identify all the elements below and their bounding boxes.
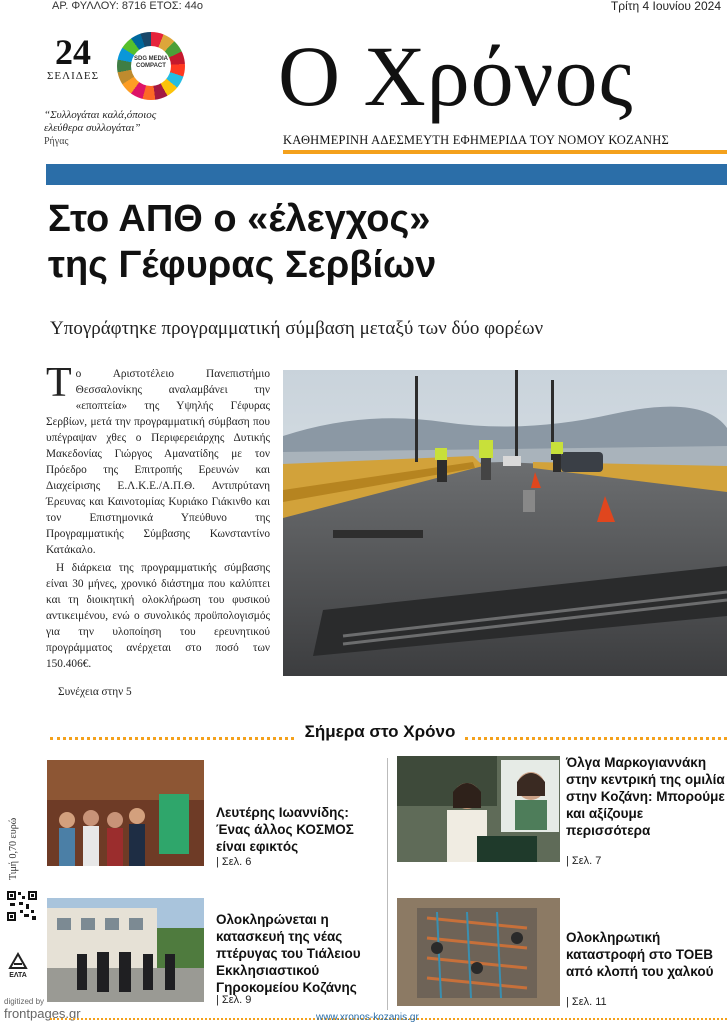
section-title: Σήμερα στο Χρόνο — [304, 722, 456, 741]
continued-link[interactable]: Συνέχεια στην 5 — [58, 686, 132, 698]
price-text: Τιμή 0,70 ευρώ — [8, 817, 19, 880]
masthead-title: Ο Χρόνος — [278, 28, 634, 124]
elta-emblem-icon — [6, 952, 30, 970]
drop-cap: Τ — [46, 360, 72, 406]
watermark-small: digitized by — [4, 997, 45, 1006]
section-divider-left — [50, 737, 294, 740]
motto-quote: “Συλλογάται καλά,όποιος ελεύθερα συλλογάται” — [44, 109, 157, 134]
top-bar — [0, 0, 727, 14]
lead-paragraph-1-text: ο Αριστοτέλειο Πανεπιστήμιο Θεσσαλονίκης αναλαμβάνει την «εποπτεία» της Υψηλής Γέφυρας Σερβίων, μετά την προγραμματική σύμβαση που υπέγραψαν χθες ο Περιφερειάρχης Δυτικής Μακεδονίας Γιώργος Αμανατίδης με τον Πρόεδρο της Επιτροπής Ερευνών και Διαχείρισης Ε.Λ.Κ.Ε./Α.Π.Θ. Αντιπρύτανη Έρευνας και Καινοτομίας Κυριάκο Γιάκινθο και τον Επιστημονικά Υπεύθυνο της Προγραμματικής Σύμβασης Κωνσταντίνο Κατάκαλο. — [46, 368, 270, 556]
card-2-photo[interactable] — [397, 756, 560, 862]
motto-author: Ρήγας — [44, 136, 69, 147]
qr-code-icon[interactable] — [6, 890, 38, 922]
sdg-badge-text: SDG MEDIA COMPACT — [131, 46, 171, 86]
card-3-title[interactable]: Ολοκληρώνεται η κατασκευή της νέας πτέρυγας του Τιάλειου Εκκλησιαστικού Γηροκομείου Κοζάνης — [216, 912, 361, 995]
header-band — [46, 164, 727, 185]
page-count-number: 24 — [55, 32, 91, 72]
event-photo-illustration — [47, 760, 204, 866]
masthead-tagline: ΚΑΘΗΜΕΡΙΝΗ ΑΔΕΣΜΕΥΤΗ ΕΦΗΜΕΡΙΔΑ ΤΟΥ ΝΟΜΟΥ ΚΟΖΑΝΗΣ — [283, 133, 669, 147]
column-divider — [387, 758, 388, 1010]
lead-headline-line-1: Στο ΑΠΘ ο «έλεγχος» — [48, 198, 431, 240]
page-count-label: ΣΕΛΙΔΕΣ — [47, 70, 99, 82]
frontpages-watermark — [4, 996, 81, 1020]
lead-subhead: Υπογράφτηκε προγραμματική σύμβαση μεταξύ των δύο φορέων — [50, 318, 544, 339]
page-count — [44, 34, 102, 82]
card-4-photo[interactable] — [397, 898, 560, 1006]
lead-paragraph-2: Η διάρκεια της προγραμματικής σύμβασης είναι 30 μήνες, χρονικό διάστημα που καλύπτει και τη διοικητική ολοκλήρωση του φυσικού αντικειμένου, ενώ ο συνολικός προϋπολογισμός για την υλοποίηση του ερευνητικού προγράμματος ανέρχεται στο ποσό των 150.406€. — [46, 562, 270, 670]
card-3-photo[interactable] — [47, 898, 204, 1002]
speaker-photo-illustration — [397, 756, 560, 862]
price-label — [8, 790, 22, 880]
motto — [44, 109, 184, 148]
bridge-photo-illustration — [283, 370, 727, 676]
website-link[interactable]: www.xronos-kozanis.gr — [316, 1012, 419, 1023]
lead-headline-line-2: της Γέφυρας Σερβίων — [48, 244, 437, 286]
card-3-page: | Σελ. 9 — [216, 994, 252, 1006]
elta-logo — [6, 952, 30, 982]
damaged-equipment-photo-illustration — [397, 898, 560, 1006]
elta-text: ΕΛΤΑ — [9, 972, 27, 979]
card-1-title[interactable]: Λευτέρης Ιωαννίδης: Ένας άλλος ΚΟΣΜΟΣ είναι εφικτός — [216, 805, 354, 854]
card-2-page: | Σελ. 7 — [566, 855, 602, 867]
watermark-main: frontpages.gr — [4, 1006, 81, 1021]
masthead-rule — [283, 150, 727, 154]
building-photo-illustration — [47, 898, 204, 1002]
qr-code-graphic — [6, 890, 38, 922]
card-1-page: | Σελ. 6 — [216, 856, 252, 868]
card-4-page: | Σελ. 11 — [566, 996, 607, 1008]
card-1-photo[interactable] — [47, 760, 204, 866]
lead-paragraph-1 — [46, 360, 270, 558]
lead-photo-bridge[interactable] — [283, 370, 727, 676]
sdg-media-compact-logo — [117, 32, 185, 100]
section-divider-right — [465, 737, 727, 740]
issue-date: Τρίτη 4 Ιουνίου 2024 — [610, 0, 721, 13]
lead-article — [46, 360, 270, 702]
card-2-title[interactable]: Όλγα Μαρκογιαννάκη στην κεντρική της ομιλία στην Κοζάνη: Μπορούμε και αξίζουμε περισσότερα — [566, 755, 725, 838]
card-4-title[interactable]: Ολοκληρωτική καταστροφή στο ΤΟΕΒ από κλοπή του χαλκού — [566, 930, 714, 979]
issue-number: ΑΡ. ΦΥΛΛΟΥ: 8716 ΕΤΟΣ: 44ο — [52, 0, 204, 12]
lead-headline[interactable] — [48, 196, 708, 288]
